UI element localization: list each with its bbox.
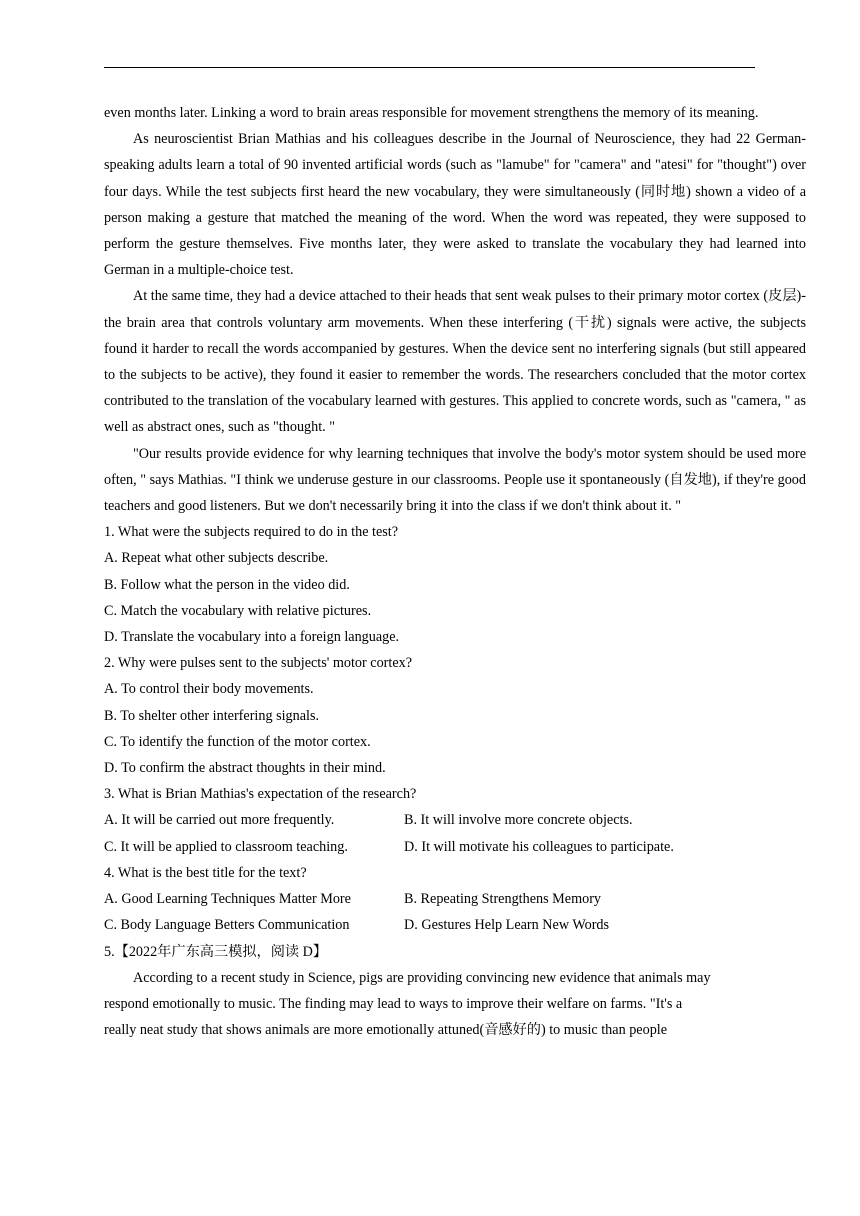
option-d: D. Gestures Help Learn New Words <box>404 917 610 934</box>
option-d: D. It will motivate his colleagues to participate. <box>404 838 674 855</box>
option-c: C. To identify the function of the motor cortex. <box>104 733 371 750</box>
option-c: C. It will be applied to classroom teaching. <box>104 838 348 855</box>
option-row <box>104 912 806 938</box>
option-row <box>104 886 806 912</box>
option-b: B. To shelter other interfering signals. <box>104 707 320 724</box>
next-passage-header: 5.【2022年广东高三模拟，阅读 D】 <box>104 943 328 960</box>
option-d: D. Translate the vocabulary into a foreign language. <box>104 629 400 646</box>
option-row <box>104 807 806 833</box>
next-passage-line: According to a recent study in Science, pigs are providing convincing new evidence that animals may <box>133 969 711 986</box>
next-passage-line: really neat study that shows animals are more emotionally attuned(音感好的) to music than people <box>104 1022 668 1039</box>
passage-paragraph-1: As neuroscientist Brian Mathias and his colleagues describe in the Journal of Neuroscience, they had 22 German-speaking adults learn a total of 90 invented artificial words (such as "lamube" for "camera" and "atesi" for "thought") over four days. While the test subjects first heard the new vocabulary, they were simultaneously (同时地) shown a video of a person making a gesture that matched the meaning of the word. When the word was repeated, they were supposed to perform the gesture themselves. Five months later, they were asked to translate the vocabulary they had learned into German in a multiple-choice test. <box>104 131 806 279</box>
question-1 <box>104 519 806 650</box>
option-b: B. It will involve more concrete objects. <box>404 812 633 829</box>
question-2 <box>104 650 806 781</box>
option-d: D. To confirm the abstract thoughts in their mind. <box>104 760 386 777</box>
document-body <box>104 100 806 1043</box>
question-stem: 2. Why were pulses sent to the subjects' motor cortex? <box>104 655 413 672</box>
option-c: C. Body Language Betters Communication <box>104 917 350 934</box>
option-c: C. Match the vocabulary with relative pictures. <box>104 602 372 619</box>
question-stem: 1. What were the subjects required to do in the test? <box>104 524 399 541</box>
option-a: A. It will be carried out more frequently. <box>104 812 335 829</box>
option-a: A. Good Learning Techniques Matter More <box>104 891 351 908</box>
question-stem: 4. What is the best title for the text? <box>104 864 307 881</box>
question-3 <box>104 781 806 860</box>
header-rule <box>104 67 755 68</box>
passage-paragraph-3: "Our results provide evidence for why learning techniques that involve the body's motor system should be used more often, " says Mathias. "I think we underuse gesture in our classrooms. People use it spontaneously (自发地), if they're good teachers and good listeners. But we don't necessarily bring it into the class if we don't think about it. " <box>104 445 806 515</box>
option-a: A. Repeat what other subjects describe. <box>104 550 329 567</box>
option-b: B. Repeating Strengthens Memory <box>404 891 602 908</box>
question-4 <box>104 860 806 939</box>
option-a: A. To control their body movements. <box>104 681 314 698</box>
option-b: B. Follow what the person in the video did. <box>104 576 350 593</box>
passage-paragraph-0: even months later. Linking a word to brain areas responsible for movement strengthens the memory of its meaning. <box>104 105 759 121</box>
passage-paragraph-2: At the same time, they had a device attached to their heads that sent weak pulses to their primary motor cortex (皮层)-the brain area that controls voluntary arm movements. When these interfering (干扰) signals were active, the subjects found it harder to recall the words accompanied by gestures. When the device sent no interfering signals (but still appeared to the subjects to be active), they found it easier to remember the words. The researchers concluded that the motor cortex contributed to the translation of the vocabulary learned with gestures. This applied to concrete words, such as "camera, " as well as abstract ones, such as "thought. " <box>104 288 806 436</box>
question-stem: 3. What is Brian Mathias's expectation of the research? <box>104 786 417 803</box>
next-passage-line: respond emotionally to music. The finding may lead to ways to improve their welfare on farms. "It's a <box>104 995 683 1012</box>
option-row <box>104 834 806 860</box>
